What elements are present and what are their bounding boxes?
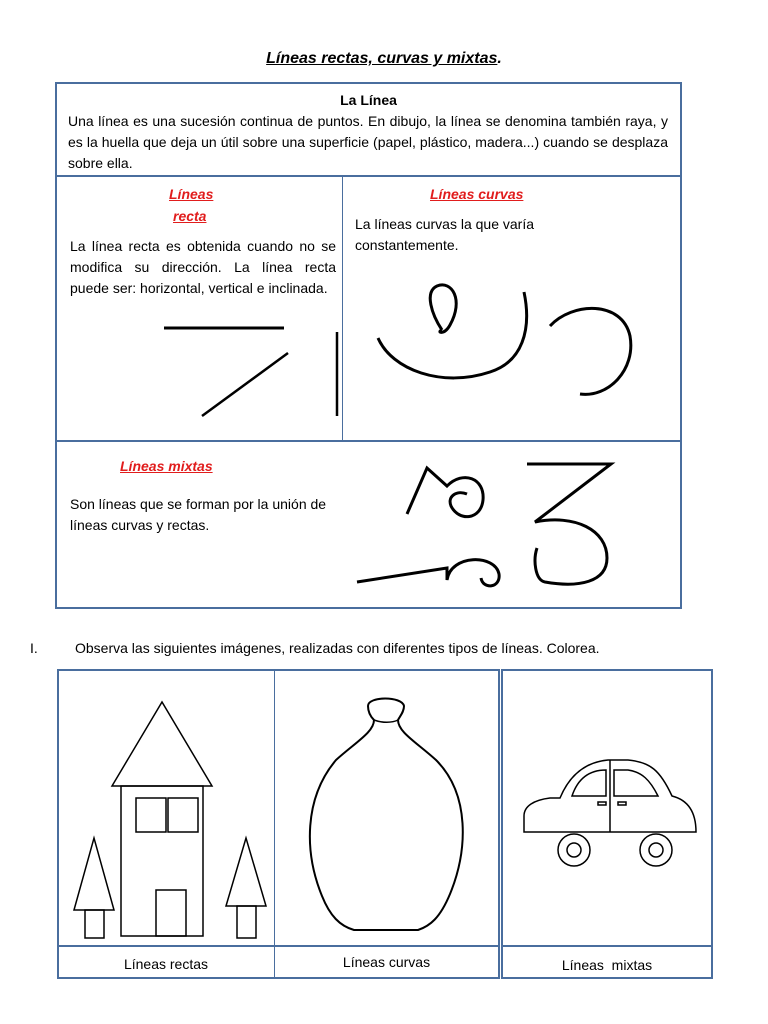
curvas-body: La líneas curvas la que varía constantemente.	[355, 216, 534, 253]
intro-body: Una línea es una sucesión continua de puntos. En dibujo, la línea se denomina también raya, y es la huella que deja un útil sobre una superficie (papel, plástico, madera...) cuando se desplaza sobre ella.	[68, 113, 668, 171]
car-icon	[510, 740, 710, 880]
mixed-lines-illustration	[355, 450, 635, 600]
picture-divider	[274, 670, 275, 978]
title-text: Líneas rectas, curvas y mixtas	[266, 50, 498, 67]
intro-heading: La Línea	[340, 92, 397, 108]
exercise-instruction: Observa las siguientes imágenes, realizadas con diferentes tipos de líneas. Colorea.	[75, 640, 600, 656]
caption-curvas: Líneas curvas	[342, 954, 431, 970]
curvas-heading: Líneas curvas	[430, 186, 524, 202]
inclined-line	[202, 353, 288, 416]
caption-divider-right	[502, 945, 712, 947]
mixtas-heading: Líneas mixtas	[120, 458, 213, 474]
curved-lines-illustration	[372, 280, 672, 420]
rectas-heading-1: Líneas	[169, 186, 214, 202]
house-icon	[64, 690, 274, 940]
rectas-heading-2: recta	[173, 208, 207, 224]
page-title	[0, 50, 768, 68]
caption-divider-left	[58, 945, 498, 947]
mixed-curve-bottom	[357, 560, 499, 586]
reverse-c-curve	[550, 308, 631, 394]
mixed-curve-top	[407, 468, 483, 517]
exercise-number: I.	[30, 640, 38, 656]
divider-mixtas	[56, 440, 681, 442]
vase-icon	[300, 690, 480, 940]
loop-curve	[430, 285, 456, 332]
mixtas-body: Son líneas que se forman por la unión de líneas curvas y rectas.	[70, 496, 327, 533]
title-period: .	[497, 50, 502, 67]
divider-intro	[56, 175, 681, 177]
bowl-curve	[378, 292, 527, 378]
caption-mixtas: Líneas mixtas	[561, 957, 653, 973]
straight-lines-illustration	[160, 322, 360, 422]
rectas-body: La línea recta es obtenida cuando no se modifica su dirección. La línea recta puede ser: horizontal, vertical e inclinada.	[70, 238, 336, 296]
caption-rectas: Líneas rectas	[123, 956, 209, 972]
mixed-three	[527, 464, 611, 584]
